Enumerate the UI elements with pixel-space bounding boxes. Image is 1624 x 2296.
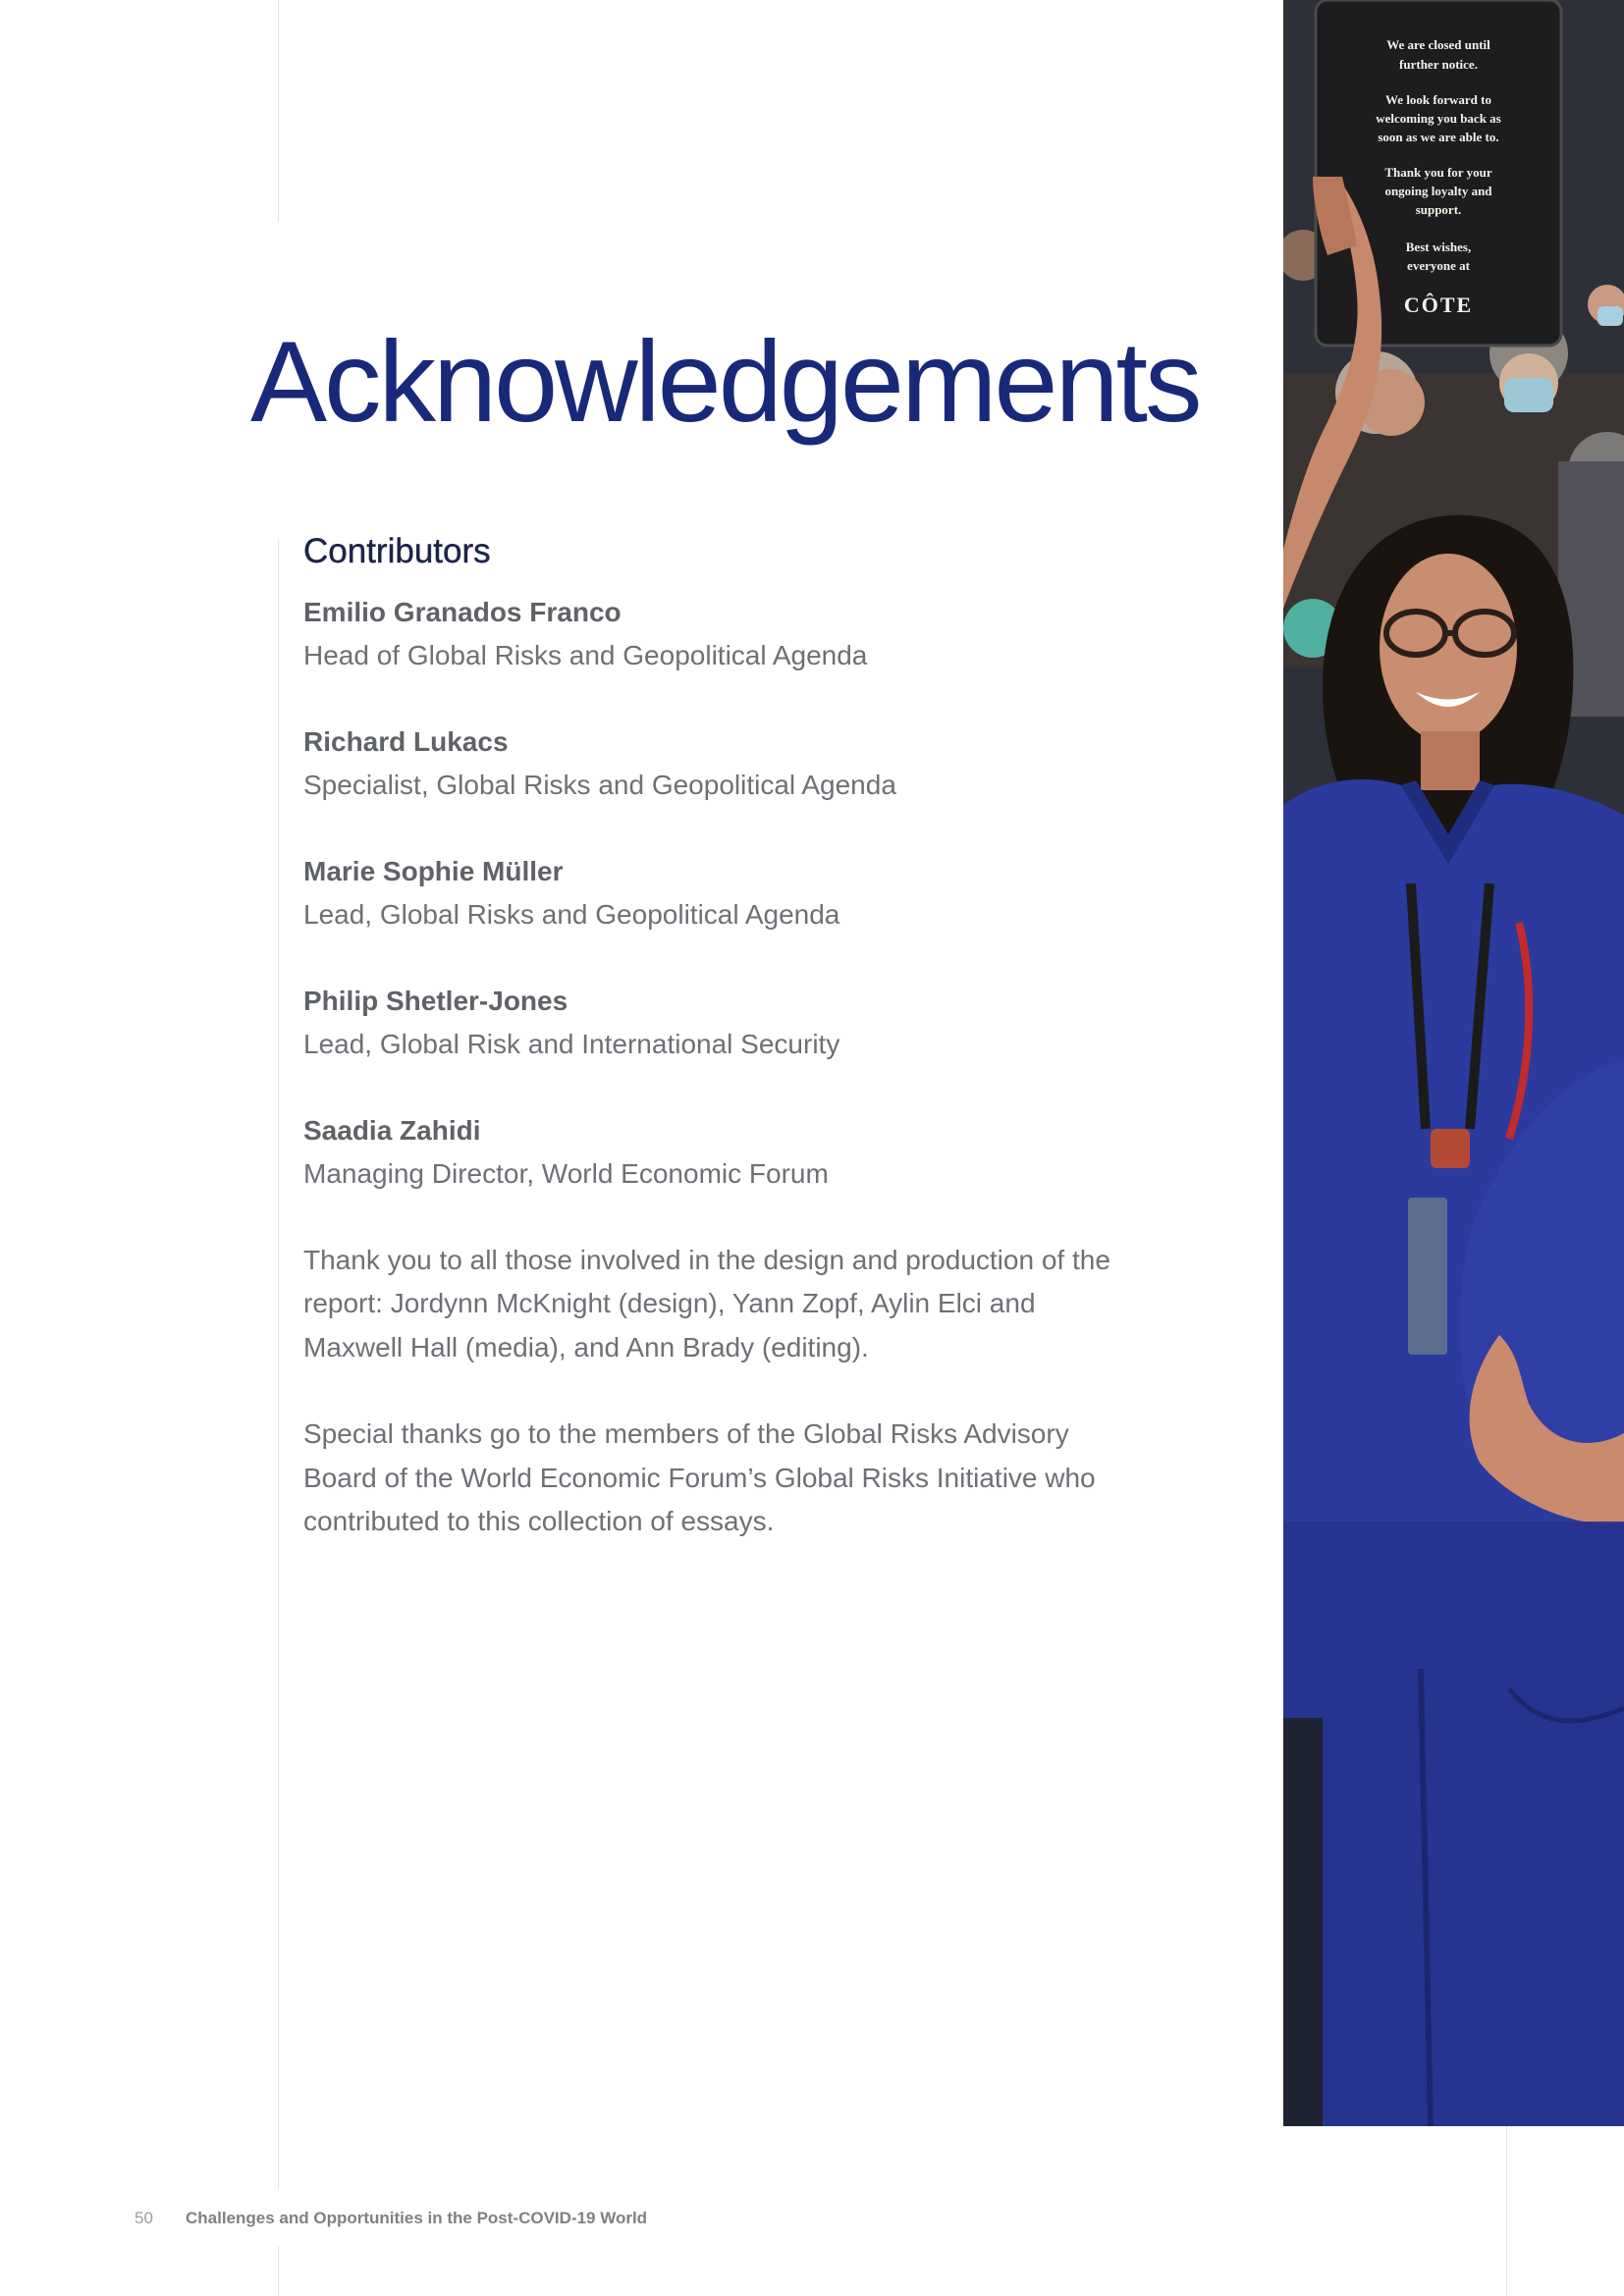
contributor-entry <box>303 1109 1138 1196</box>
production-thanks-paragraph: Thank you to all those involved in the design and production of the report: Jordynn McKnight (design), Yann Zopf, Aylin Elci and Maxwell Hall (media), and Ann Brady (editing). <box>303 1244 1110 1362</box>
contributor-entry <box>303 721 1138 807</box>
healthcare-workers-illustration <box>1283 0 1624 2126</box>
contributor-name: Marie Sophie Müller <box>303 855 564 886</box>
svg-text:Thank you for your: Thank you for your <box>1384 165 1492 180</box>
contributor-name: Emilio Granados Franco <box>303 596 622 627</box>
svg-text:CÔTE: CÔTE <box>1403 293 1474 317</box>
contributors-section <box>303 530 1138 1587</box>
page-number: 50 <box>135 2209 153 2227</box>
contributor-role: Managing Director, World Economic Forum <box>303 1157 829 1189</box>
svg-text:everyone at: everyone at <box>1407 258 1470 273</box>
contributor-role: Lead, Global Risk and International Security <box>303 1028 840 1059</box>
svg-text:welcoming you back as: welcoming you back as <box>1376 111 1501 126</box>
margin-rule-top <box>278 0 279 222</box>
svg-text:We look forward to: We look forward to <box>1385 92 1491 107</box>
contributor-name: Philip Shetler-Jones <box>303 985 568 1016</box>
cover-photo <box>1283 0 1624 2126</box>
svg-text:support.: support. <box>1415 202 1462 217</box>
svg-text:ongoing loyalty and: ongoing loyalty and <box>1384 184 1492 198</box>
contributors-heading: Contributors <box>303 532 491 570</box>
svg-text:Best wishes,: Best wishes, <box>1405 240 1472 254</box>
svg-text:soon as we are able to.: soon as we are able to. <box>1378 130 1499 144</box>
contributor-name: Saadia Zahidi <box>303 1114 481 1146</box>
contributor-entry <box>303 980 1138 1066</box>
contributor-role: Lead, Global Risks and Geopolitical Agenda <box>303 898 840 930</box>
margin-rule-bottom <box>278 2246 279 2296</box>
contributor-entry <box>303 850 1138 936</box>
woman-face <box>1380 554 1517 742</box>
page-title: Acknowledgements <box>250 317 1200 446</box>
document-title: Challenges and Opportunities in the Post-COVID-19 World <box>186 2209 648 2227</box>
advisory-thanks-paragraph: Special thanks go to the members of the Global Risks Advisory Board of the World Economic Forum’s Global Risks Initiative who contributed to this collection of essays. <box>303 1418 1096 1537</box>
page-footer <box>0 2209 884 2232</box>
margin-rule-right <box>1506 2126 1507 2296</box>
svg-text:We are closed until: We are closed until <box>1386 37 1490 52</box>
contributor-role: Head of Global Risks and Geopolitical Agenda <box>303 639 868 670</box>
contributor-entry <box>303 591 1138 677</box>
svg-text:further notice.: further notice. <box>1399 57 1478 72</box>
contributor-role: Specialist, Global Risks and Geopolitical Agenda <box>303 769 896 800</box>
contributor-name: Richard Lukacs <box>303 725 509 757</box>
margin-rule-main <box>278 540 279 2189</box>
